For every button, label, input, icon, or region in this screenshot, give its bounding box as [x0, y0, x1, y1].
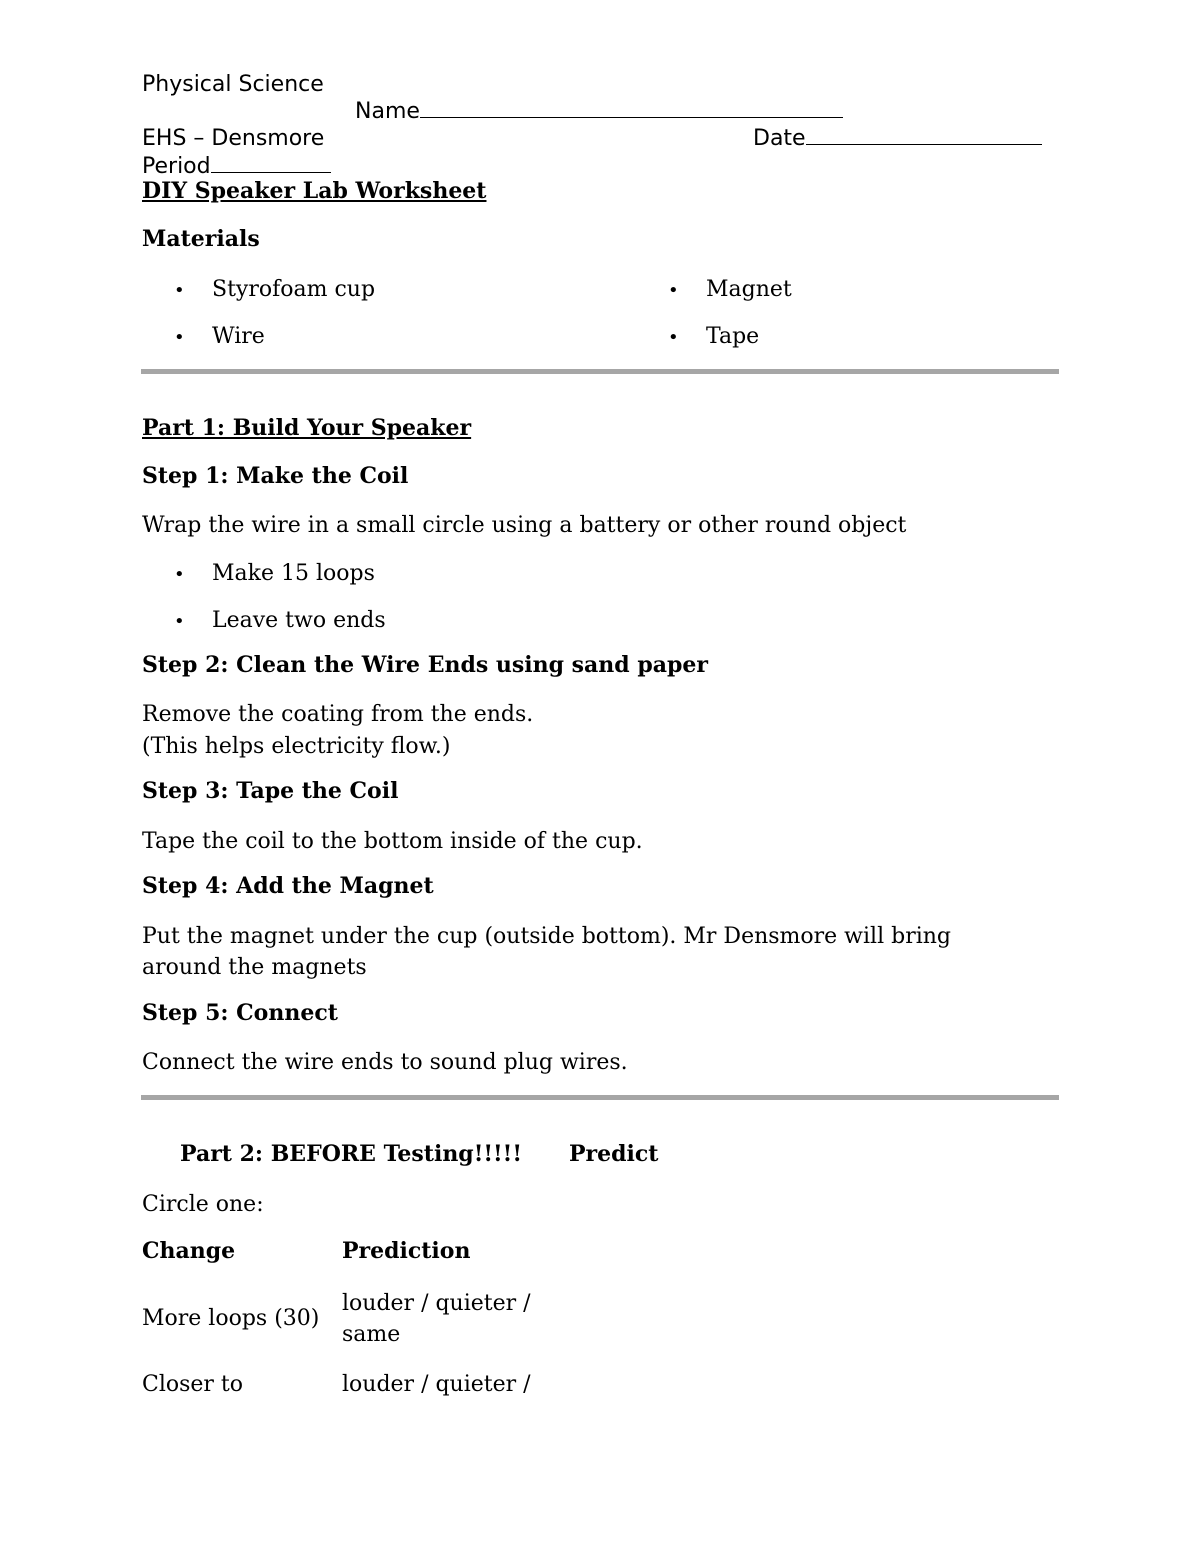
step3-text: Tape the coil to the bottom inside of the cup. — [142, 829, 643, 854]
bullet-icon: • — [668, 280, 679, 301]
step5-heading: Step 5: Connect — [142, 1000, 338, 1026]
bullet-label: Make 15 loops — [212, 561, 375, 586]
date-label: Date — [753, 126, 806, 151]
step5-text: Connect the wire ends to sound plug wires. — [142, 1050, 628, 1075]
prediction-cell[interactable]: louder / quieter / — [342, 1291, 531, 1316]
material-label: Magnet — [706, 277, 792, 302]
material-label: Tape — [706, 324, 760, 349]
bullet-icon: • — [174, 564, 185, 585]
bullet-icon: • — [174, 280, 185, 301]
teacher-name: EHS – Densmore — [142, 126, 325, 151]
step1-bullet — [142, 605, 386, 637]
prediction-cell[interactable]: louder / quieter / — [342, 1372, 531, 1397]
step2-heading: Step 2: Clean the Wire Ends using sand paper — [142, 652, 708, 678]
period-label: Period — [142, 154, 211, 179]
bullet-label: Leave two ends — [212, 608, 386, 633]
table-header-change: Change — [142, 1238, 236, 1264]
period-blank[interactable] — [211, 154, 331, 173]
bullet-icon: • — [174, 327, 185, 348]
materials-heading: Materials — [142, 226, 260, 252]
worksheet-title: DIY Speaker Lab Worksheet — [142, 178, 487, 204]
step1-heading: Step 1: Make the Coil — [142, 463, 409, 489]
step1-text: Wrap the wire in a small circle using a battery or other round object — [142, 513, 907, 538]
prediction-cell-cont[interactable]: same — [342, 1322, 401, 1347]
date-field[interactable] — [753, 126, 1042, 152]
period-field[interactable] — [142, 154, 331, 180]
section-divider — [141, 369, 1059, 374]
bullet-icon: • — [668, 327, 679, 348]
step4-text-line1: Put the magnet under the cup (outside bottom). Mr Densmore will bring — [142, 924, 952, 949]
change-cell: Closer to — [142, 1372, 244, 1397]
table-header-prediction: Prediction — [342, 1238, 471, 1264]
material-label: Wire — [212, 324, 265, 349]
material-item — [636, 274, 792, 306]
name-blank[interactable] — [420, 99, 843, 118]
bullet-icon: • — [174, 611, 185, 632]
material-item — [142, 321, 265, 353]
part1-heading: Part 1: Build Your Speaker — [142, 415, 472, 441]
step1-bullet — [142, 558, 375, 590]
predict-label: Predict — [569, 1141, 659, 1167]
section-divider — [141, 1095, 1059, 1100]
step2-text-line1: Remove the coating from the ends. — [142, 702, 534, 727]
material-item — [636, 321, 759, 353]
material-label: Styrofoam cup — [212, 277, 376, 302]
material-item — [142, 274, 375, 306]
step3-heading: Step 3: Tape the Coil — [142, 778, 399, 804]
name-label: Name — [355, 99, 420, 124]
date-blank[interactable] — [806, 126, 1042, 145]
step2-text-line2: (This helps electricity flow.) — [142, 734, 451, 759]
step4-heading: Step 4: Add the Magnet — [142, 873, 434, 899]
change-cell: More loops (30) — [142, 1306, 320, 1331]
part2-heading: Part 2: BEFORE Testing!!!!! — [180, 1141, 522, 1167]
circle-instruction: Circle one: — [142, 1192, 264, 1217]
name-field[interactable] — [355, 99, 843, 125]
course-name: Physical Science — [142, 72, 324, 97]
step4-text-line2: around the magnets — [142, 955, 367, 980]
